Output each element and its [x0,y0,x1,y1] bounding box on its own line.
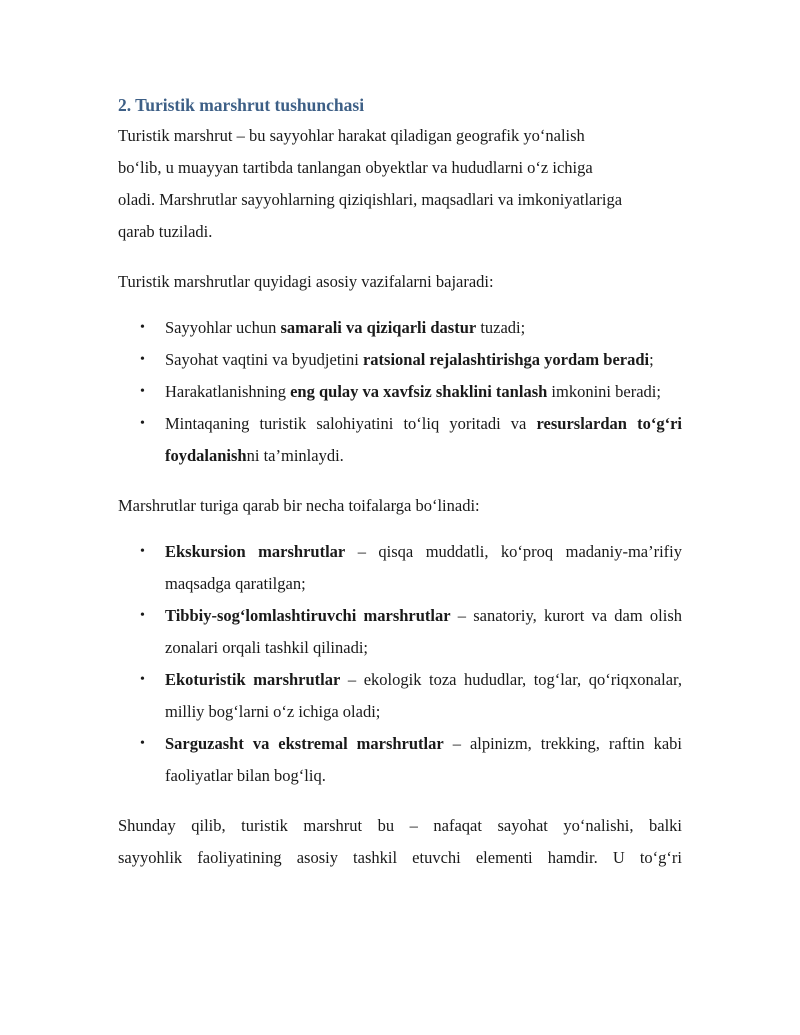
list-item: • Harakatlanishning eng qulay va xavfsiz shaklini tanlash imkonini beradi; [165,376,682,408]
bullet-icon: • [140,416,145,431]
definition-line-4: qarab tuziladi. [118,222,213,241]
section-heading: 2. Turistik marshrut tushunchasi [118,95,365,115]
list-item: • Ekskursion marshrutlar – qisqa muddatli, ko‘proq madaniy-ma’rifiy maqsadga qaratilgan; [165,536,682,600]
document-page [118,92,682,874]
definition-line-1: Turistik marshrut – bu sayyohlar harakat qiladigan geografik yo‘nalish [118,126,585,145]
bullet-icon: • [140,320,145,335]
bullet-icon: • [140,544,145,559]
list-item: • Ekoturistik marshrutlar – ekologik toza hududlar, tog‘lar, qo‘riqxonalar, milliy bog‘larni o‘z ichiga oladi; [165,664,682,728]
list-item: • Tibbiy-sog‘lomlashtiruvchi marshrutlar – sanatoriy, kurort va dam olish zonalari orqali tashkil qilinadi; [165,600,682,664]
list-item: • Sayyohlar uchun samarali va qiziqarli dastur tuzadi; [165,312,682,344]
closing-line-1: Shunday qilib, turistik marshrut bu – nafaqat sayohat yo‘nalishi, balki [118,816,682,835]
types-intro: Marshrutlar turiga qarab bir necha toifalarga bo‘linadi: [118,496,480,515]
types-list [118,536,682,792]
definition-line-2: bo‘lib, u muayyan tartibda tanlangan obyektlar va hududlarni o‘z ichiga [118,158,593,177]
definition-paragraph [118,120,682,248]
tasks-list [118,312,682,472]
list-item: • Sayohat vaqtini va byudjetini ratsional rejalashtirishga yordam beradi; [165,344,682,376]
closing-line-2: sayyohlik faoliyatining asosiy tashkil etuvchi elementi hamdir. U to‘g‘ri [118,848,682,867]
tasks-intro: Turistik marshrutlar quyidagi asosiy vazifalarni bajaradi: [118,272,494,291]
bullet-icon: • [140,608,145,623]
list-item: • Mintaqaning turistik salohiyatini to‘liq yoritadi va resurslardan to‘g‘ri foydalanishni ta’minlaydi. [165,408,682,472]
list-item: • Sarguzasht va ekstremal marshrutlar – alpinizm, trekking, raftin kabi faoliyatlar bilan bog‘liq. [165,728,682,792]
closing-paragraph [118,810,682,874]
bullet-icon: • [140,352,145,367]
bullet-icon: • [140,384,145,399]
bullet-icon: • [140,736,145,751]
definition-line-3: oladi. Marshrutlar sayyohlarning qiziqishlari, maqsadlari va imkoniyatlariga [118,190,623,209]
bullet-icon: • [140,672,145,687]
